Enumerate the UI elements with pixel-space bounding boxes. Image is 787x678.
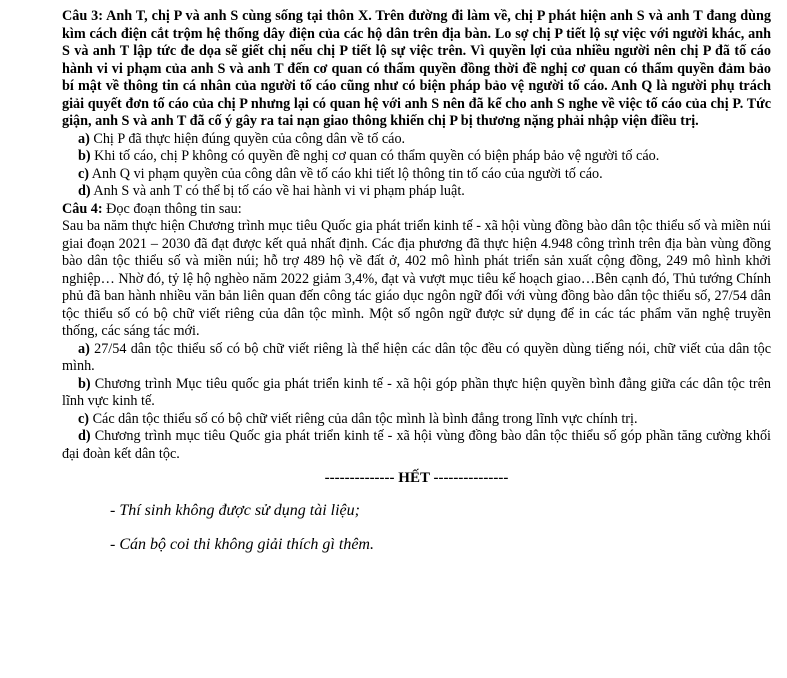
question-4-option-b <box>62 376 771 411</box>
option-label: b) <box>78 375 91 392</box>
option-text: 27/54 dân tộc thiểu số có bộ chữ viết riêng là thể hiện các dân tộc đều có quyền dùng tiếng nói, chữ viết của dân tộc mình. <box>62 340 772 374</box>
option-label: c) <box>78 410 90 427</box>
question-3-text: Câu 3: Anh T, chị P và anh S cùng sống tại thôn X. Trên đường đi làm về, chị P phát hiện anh S và anh T đang dùng kìm cách điện cắt trộm hệ thống dây điện của các hộ dân trên địa bàn. Lo sợ chị P tiết lộ sự việc với người khác, anh S và anh T lập tức đe dọa sẽ giết chị nếu chị P tiết lộ sự việc trên. Vì quyền lợi của nhiều người nên chị P đã tố cáo hành vi vi phạm của anh S và anh T đến cơ quan có thẩm quyền đồng thời đề nghị cơ quan có thẩm quyền đảm bảo bí mật về thông tin cá nhân của người tố cáo cũng như có biện pháp bảo vệ người tố cáo. Anh Q là người phụ trách giải quyết đơn tố cáo của chị P nhưng lại có quan hệ với anh S nên đã kể cho anh S nghe về việc tố cáo của chị P. Tức giận, anh S và anh T đã cố ý gây ra tai nạn giao thông khiến chị P bị thương nặng phải nhập viện điều trị. <box>62 8 771 129</box>
question-3-option-c <box>62 166 771 184</box>
option-text: Chị P đã thực hiện đúng quyền của công dân về tố cáo. <box>93 130 406 147</box>
question-3-option-a <box>62 131 771 149</box>
option-text: Chương trình mục tiêu Quốc gia phát triển kinh tế - xã hội vùng đồng bào dân tộc thiểu số góp phần tăng cường khối đại đoàn kết dân tộc. <box>62 428 771 462</box>
option-label: d) <box>78 183 91 199</box>
question-4-option-a <box>62 341 771 376</box>
option-text: Chương trình Mục tiêu quốc gia phát triển kinh tế - xã hội góp phần thực hiện quyền bình đẳng giữa các dân tộc trên lĩnh vực kinh tế. <box>62 375 772 409</box>
option-text: Anh S và anh T có thể bị tố cáo về hai hành vi vi phạm pháp luật. <box>93 183 465 199</box>
question-4-option-d <box>62 428 771 463</box>
option-label: c) <box>78 165 90 182</box>
footer-note-1: - Thí sinh không được sử dụng tài liệu; <box>110 502 360 519</box>
question-4-option-c <box>62 411 771 429</box>
option-text: Các dân tộc thiểu số có bộ chữ viết riêng của dân tộc mình là bình đẳng trong lĩnh vực chính trị. <box>92 410 638 427</box>
question-3-option-b <box>62 148 771 166</box>
option-label: b) <box>78 148 91 164</box>
footer-note-2: - Cán bộ coi thi không giải thích gì thêm. <box>110 536 374 553</box>
option-text: Anh Q vi phạm quyền của công dân về tố cáo khi tiết lộ thông tin tố cáo của người tố cáo. <box>91 165 603 182</box>
option-text: Khi tố cáo, chị P không có quyền đề nghị cơ quan có thẩm quyền có biện pháp bảo vệ người tố cáo. <box>94 148 660 164</box>
question-4-number: Câu 4: <box>62 200 103 217</box>
question-3-option-d <box>62 183 771 201</box>
question-4-heading <box>62 201 771 219</box>
option-label: a) <box>78 340 90 357</box>
option-label: a) <box>78 130 90 147</box>
end-marker: -------------- HẾT --------------- <box>324 470 509 486</box>
question-4-passage: Sau ba năm thực hiện Chương trình mục tiêu Quốc gia phát triển kinh tế - xã hội vùng đồng bào dân tộc thiểu số và miền núi giai đoạn 2021 – 2030 đã đạt được kết quả nhất định. Các địa phương đã thực hiện 4.948 công trình trên địa bàn vùng đồng bào dân tộc thiểu số và miền núi; hỗ trợ 489 hộ về đất ở, 402 mô hình phát triển sản xuất cộng đồng, 249 mô hình khởi nghiệp… Nhờ đó, tỷ lệ hộ nghèo năm 2022 giảm 3,4%, đạt và vượt mục tiêu kế hoạch giao…Bên cạnh đó, Thủ tướng Chính phủ đã ban hành nhiều văn bản liên quan đến công tác giáo dục ngôn ngữ đối với vùng đồng bào dân tộc thiểu số, 27/54 dân tộc thiểu số có bộ chữ viết riêng của dân tộc mình. Một số ngôn ngữ được sử dụng để in các tác phẩm văn nghệ truyền thống, các sáng tác mới. <box>62 218 771 339</box>
option-label: d) <box>78 428 91 444</box>
question-4-instruction: Đọc đoạn thông tin sau: <box>106 200 242 217</box>
